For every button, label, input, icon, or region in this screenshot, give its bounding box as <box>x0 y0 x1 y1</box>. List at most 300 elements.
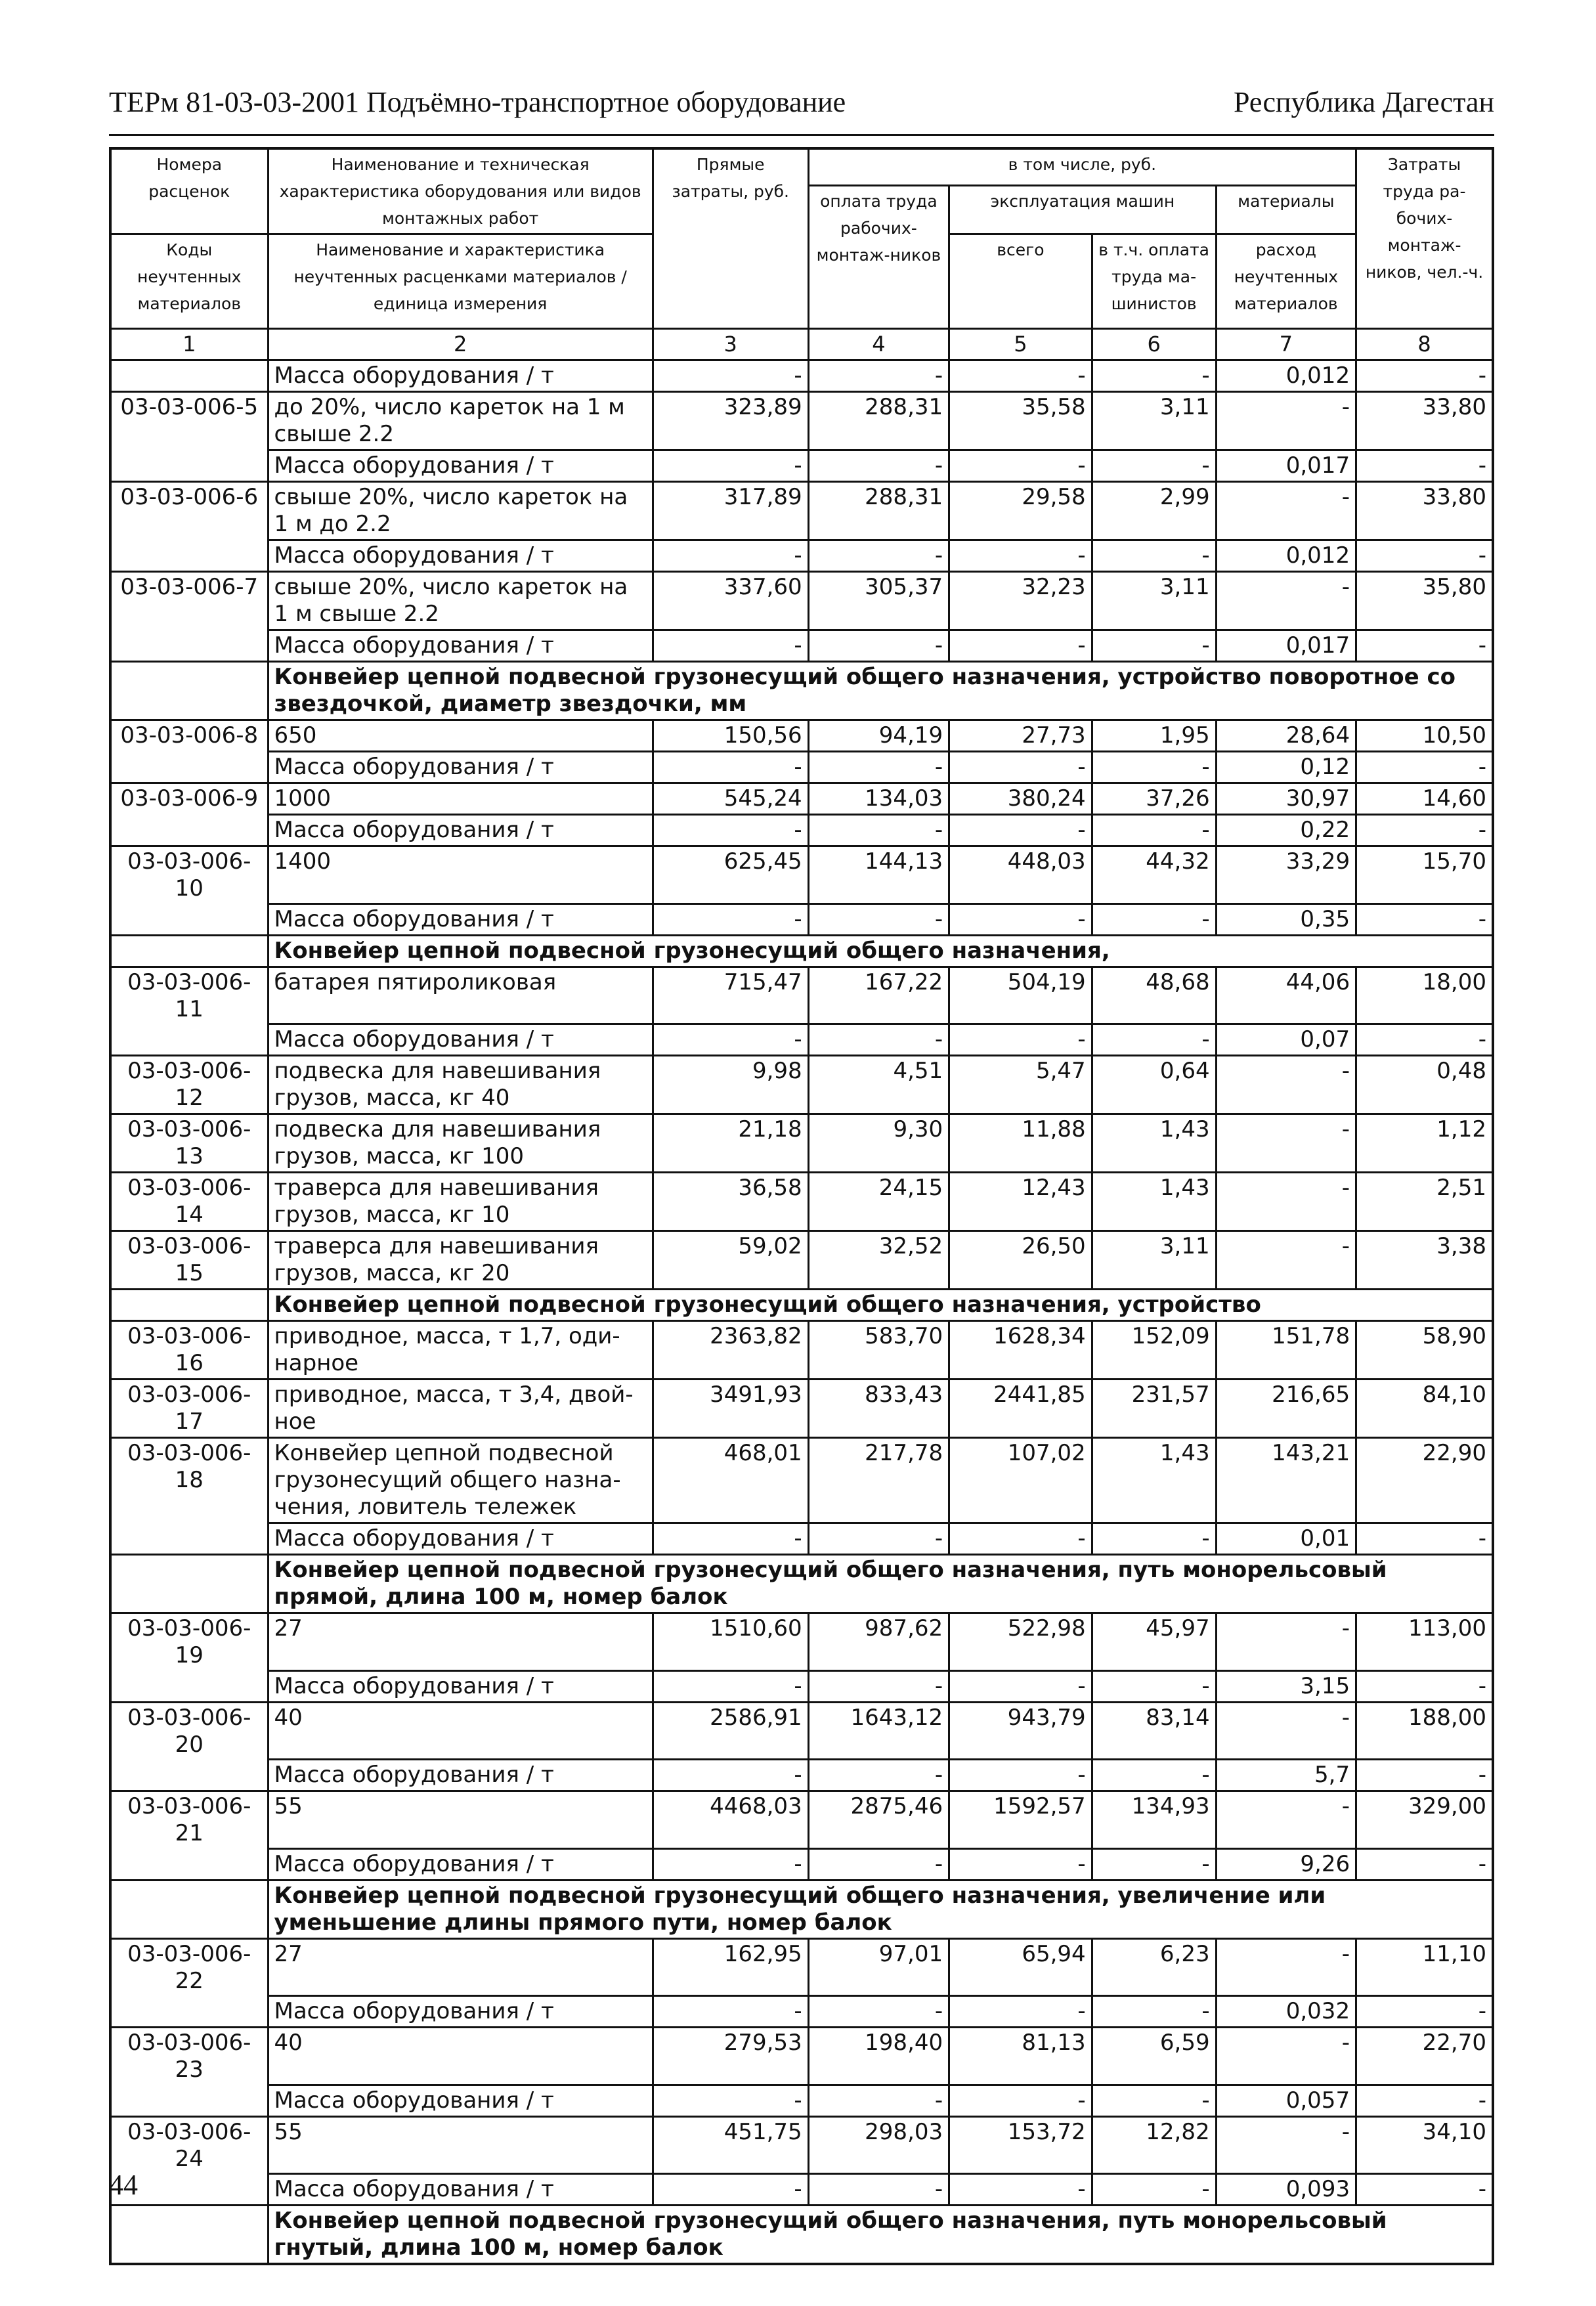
value-c6: 83,14 <box>1092 1702 1216 1760</box>
value-c4: - <box>808 1024 949 1056</box>
equipment-mass-row <box>110 2085 1493 2116</box>
rate-code: 03-03-006-11 <box>110 967 268 1024</box>
value-c3: 715,47 <box>653 967 808 1024</box>
value-c3: - <box>653 540 808 572</box>
value-c7: - <box>1216 1702 1356 1760</box>
column-number: 6 <box>1092 329 1216 360</box>
value-c6: 1,43 <box>1092 1438 1216 1523</box>
rate-row <box>110 967 1493 1024</box>
col7-header: расход неучтенных материалов <box>1216 234 1356 329</box>
equipment-mass-row <box>110 903 1493 935</box>
rate-code: 03-03-006-16 <box>110 1321 268 1380</box>
col1-top-header: Номера расценок <box>110 148 268 234</box>
value-c3: 162,95 <box>653 1938 808 1996</box>
value-c5: 448,03 <box>949 846 1092 904</box>
rate-code: 03-03-006-17 <box>110 1380 268 1438</box>
equipment-mass-row <box>110 1996 1493 2028</box>
value-c5: 504,19 <box>949 967 1092 1024</box>
rate-code: 03-03-006-22 <box>110 1938 268 1996</box>
value-c6: - <box>1092 1996 1216 2028</box>
section-heading-row <box>110 2206 1493 2265</box>
value-c7: - <box>1216 1613 1356 1671</box>
rate-description: до 20%, число кареток на 1 м свыше 2.2 <box>268 392 653 450</box>
rate-code <box>110 1760 268 1791</box>
value-c4: - <box>808 450 949 482</box>
value-c3: - <box>653 1024 808 1056</box>
value-c6: 134,93 <box>1092 1791 1216 1849</box>
value-c4: 987,62 <box>808 1613 949 1671</box>
value-c8: - <box>1356 1024 1493 1056</box>
rate-row <box>110 1380 1493 1438</box>
rate-row <box>110 1231 1493 1290</box>
equipment-mass-row <box>110 630 1493 662</box>
equipment-mass-row <box>110 450 1493 482</box>
document-title: ТЕРм 81-03-03-2001 Подъёмно-транспортное оборудование <box>109 86 846 118</box>
rate-code: 03-03-006-14 <box>110 1173 268 1231</box>
value-c5: 65,94 <box>949 1938 1092 1996</box>
mass-description: Масса оборудования / т <box>268 1523 653 1555</box>
value-c7: - <box>1216 572 1356 630</box>
mass-description: Масса оборудования / т <box>268 540 653 572</box>
value-c5: - <box>949 2174 1092 2206</box>
value-c5: 81,13 <box>949 2028 1092 2085</box>
value-c7: - <box>1216 1173 1356 1231</box>
value-c5: - <box>949 1670 1092 1702</box>
rate-row <box>110 846 1493 904</box>
value-c4: 2875,46 <box>808 1791 949 1849</box>
table-body <box>110 360 1493 2265</box>
exploitation-header: эксплуатация машин <box>949 185 1216 234</box>
value-c3: - <box>653 1760 808 1791</box>
value-c6: - <box>1092 540 1216 572</box>
value-c7: 151,78 <box>1216 1321 1356 1380</box>
value-c6: 3,11 <box>1092 392 1216 450</box>
value-c3: - <box>653 1670 808 1702</box>
rate-row <box>110 1791 1493 1849</box>
mass-description: Масса оборудования / т <box>268 1996 653 2028</box>
value-c8: 10,50 <box>1356 720 1493 752</box>
rate-code: 03-03-006-20 <box>110 1702 268 1760</box>
mass-description: Масса оборудования / т <box>268 1024 653 1056</box>
value-c3: - <box>653 2085 808 2116</box>
value-c5: 943,79 <box>949 1702 1092 1760</box>
value-c6: - <box>1092 360 1216 392</box>
value-c7: - <box>1216 2028 1356 2085</box>
value-c3: 625,45 <box>653 846 808 904</box>
value-c4: - <box>808 1848 949 1880</box>
col3-header: Прямые затраты, руб. <box>653 148 808 329</box>
value-c4: - <box>808 1670 949 1702</box>
mass-description: Масса оборудования / т <box>268 630 653 662</box>
rate-row <box>110 1321 1493 1380</box>
value-c8: 84,10 <box>1356 1380 1493 1438</box>
value-c8: - <box>1356 2174 1493 2206</box>
value-c6: - <box>1092 903 1216 935</box>
column-number: 7 <box>1216 329 1356 360</box>
value-c6: - <box>1092 630 1216 662</box>
value-c4: - <box>808 815 949 846</box>
section-heading: Конвейер цепной подвесной грузонесущий общего назначения, путь монорельсовый гнутый, длина 100 м, номер балок <box>268 2206 1493 2265</box>
rate-row <box>110 1702 1493 1760</box>
section-empty-code <box>110 935 268 967</box>
header-rule <box>109 134 1494 136</box>
value-c5: - <box>949 815 1092 846</box>
value-c7: 0,35 <box>1216 903 1356 935</box>
rate-row <box>110 1438 1493 1523</box>
value-c6: 3,11 <box>1092 1231 1216 1290</box>
value-c5: 29,58 <box>949 482 1092 540</box>
value-c4: - <box>808 1996 949 2028</box>
value-c7: 143,21 <box>1216 1438 1356 1523</box>
value-c5: 153,72 <box>949 2116 1092 2174</box>
value-c4: 9,30 <box>808 1114 949 1173</box>
value-c8: 2,51 <box>1356 1173 1493 1231</box>
value-c6: 6,59 <box>1092 2028 1216 2085</box>
value-c5: 107,02 <box>949 1438 1092 1523</box>
value-c7: 0,032 <box>1216 1996 1356 2028</box>
value-c4: 94,19 <box>808 720 949 752</box>
value-c7: - <box>1216 392 1356 450</box>
mass-description: Масса оборудования / т <box>268 752 653 783</box>
value-c5: 12,43 <box>949 1173 1092 1231</box>
section-empty-code <box>110 1555 268 1613</box>
value-c3: 337,60 <box>653 572 808 630</box>
value-c4: - <box>808 2174 949 2206</box>
rate-code: 03-03-006-15 <box>110 1231 268 1290</box>
rate-code: 03-03-006-9 <box>110 783 268 815</box>
value-c6: 44,32 <box>1092 846 1216 904</box>
equipment-mass-row <box>110 1523 1493 1555</box>
value-c3: - <box>653 903 808 935</box>
value-c3: 317,89 <box>653 482 808 540</box>
value-c8: 188,00 <box>1356 1702 1493 1760</box>
rate-description: 27 <box>268 1938 653 1996</box>
value-c5: 1592,57 <box>949 1791 1092 1849</box>
value-c7: 0,22 <box>1216 815 1356 846</box>
value-c3: 468,01 <box>653 1438 808 1523</box>
value-c4: 144,13 <box>808 846 949 904</box>
value-c5: - <box>949 450 1092 482</box>
value-c8: - <box>1356 903 1493 935</box>
section-heading: Конвейер цепной подвесной грузонесущий общего назначения, увеличение или уменьшение длины прямого пути, номер балок <box>268 1880 1493 1938</box>
value-c6: 48,68 <box>1092 967 1216 1024</box>
value-c6: - <box>1092 1670 1216 1702</box>
mass-description: Масса оборудования / т <box>268 2085 653 2116</box>
rate-row <box>110 1938 1493 1996</box>
value-c4: - <box>808 752 949 783</box>
value-c7: - <box>1216 1791 1356 1849</box>
value-c8: - <box>1356 450 1493 482</box>
value-c3: - <box>653 1848 808 1880</box>
rate-row <box>110 392 1493 450</box>
value-c5: 26,50 <box>949 1231 1092 1290</box>
section-heading-row <box>110 1290 1493 1321</box>
value-c8: 15,70 <box>1356 846 1493 904</box>
value-c3: - <box>653 752 808 783</box>
equipment-mass-row <box>110 2174 1493 2206</box>
col1-bottom-header: Коды неучтенных материалов <box>110 234 268 329</box>
value-c3: 2363,82 <box>653 1321 808 1380</box>
section-heading-row <box>110 662 1493 720</box>
value-c4: 298,03 <box>808 2116 949 2174</box>
value-c6: - <box>1092 752 1216 783</box>
rate-description: подвеска для навешивания грузов, масса, кг 100 <box>268 1114 653 1173</box>
value-c6: - <box>1092 815 1216 846</box>
value-c5: - <box>949 1996 1092 2028</box>
value-c7: 0,057 <box>1216 2085 1356 2116</box>
col4-header: оплата труда рабочих-монтаж-ников <box>808 185 949 329</box>
rate-row <box>110 1056 1493 1114</box>
value-c5: - <box>949 2085 1092 2116</box>
value-c7: 0,017 <box>1216 450 1356 482</box>
value-c8: 33,80 <box>1356 392 1493 450</box>
value-c6: 12,82 <box>1092 2116 1216 2174</box>
rate-description: свыше 20%, число кареток на 1 м до 2.2 <box>268 482 653 540</box>
value-c4: - <box>808 2085 949 2116</box>
section-empty-code <box>110 662 268 720</box>
value-c6: - <box>1092 2085 1216 2116</box>
value-c7: 44,06 <box>1216 967 1356 1024</box>
equipment-mass-row <box>110 1024 1493 1056</box>
value-c3: - <box>653 1996 808 2028</box>
value-c3: 2586,91 <box>653 1702 808 1760</box>
column-numbers-row <box>110 329 1493 360</box>
rate-code <box>110 540 268 572</box>
rate-code <box>110 630 268 662</box>
value-c5: - <box>949 1760 1092 1791</box>
rate-row <box>110 482 1493 540</box>
rate-code <box>110 1848 268 1880</box>
value-c7: 28,64 <box>1216 720 1356 752</box>
column-number: 8 <box>1356 329 1493 360</box>
rate-code: 03-03-006-24 <box>110 2116 268 2174</box>
value-c6: 37,26 <box>1092 783 1216 815</box>
value-c7: 5,7 <box>1216 1760 1356 1791</box>
breakdown-group-header: в том числе, руб. <box>808 148 1356 185</box>
rate-row <box>110 720 1493 752</box>
value-c8: 14,60 <box>1356 783 1493 815</box>
value-c5: - <box>949 903 1092 935</box>
section-heading-row <box>110 1880 1493 1938</box>
rate-code <box>110 1523 268 1555</box>
rate-row <box>110 2116 1493 2174</box>
value-c7: 0,12 <box>1216 752 1356 783</box>
rate-description: подвеска для навешивания грузов, масса, кг 40 <box>268 1056 653 1114</box>
mass-description: Масса оборудования / т <box>268 1848 653 1880</box>
value-c6: - <box>1092 1760 1216 1791</box>
value-c5: 32,23 <box>949 572 1092 630</box>
rate-description: 27 <box>268 1613 653 1671</box>
value-c4: - <box>808 540 949 572</box>
table-header <box>110 148 1493 360</box>
value-c8: 22,70 <box>1356 2028 1493 2085</box>
value-c8: - <box>1356 815 1493 846</box>
value-c3: 545,24 <box>653 783 808 815</box>
rate-code: 03-03-006-10 <box>110 846 268 904</box>
col8-header: Затраты труда ра-бочих-монтаж-ников, чел.-ч. <box>1356 148 1493 329</box>
mass-description: Масса оборудования / т <box>268 1760 653 1791</box>
value-c4: - <box>808 1523 949 1555</box>
value-c5: - <box>949 752 1092 783</box>
value-c5: 2441,85 <box>949 1380 1092 1438</box>
value-c6: - <box>1092 1523 1216 1555</box>
equipment-mass-row <box>110 540 1493 572</box>
col5-header: всего <box>949 234 1092 329</box>
value-c8: 22,90 <box>1356 1438 1493 1523</box>
section-empty-code <box>110 1880 268 1938</box>
mass-description: Масса оборудования / т <box>268 903 653 935</box>
value-c8: 113,00 <box>1356 1613 1493 1671</box>
rate-description: свыше 20%, число кареток на 1 м свыше 2.2 <box>268 572 653 630</box>
rate-code: 03-03-006-23 <box>110 2028 268 2085</box>
value-c5: - <box>949 540 1092 572</box>
section-heading: Конвейер цепной подвесной грузонесущий общего назначения, путь монорельсовый прямой, длина 100 м, номер балок <box>268 1555 1493 1613</box>
mass-description: Масса оборудования / т <box>268 1670 653 1702</box>
value-c7: 30,97 <box>1216 783 1356 815</box>
mass-description: Масса оборудования / т <box>268 450 653 482</box>
section-empty-code <box>110 1290 268 1321</box>
rate-code: 03-03-006-21 <box>110 1791 268 1849</box>
rate-description: 650 <box>268 720 653 752</box>
value-c7: 33,29 <box>1216 846 1356 904</box>
value-c6: - <box>1092 2174 1216 2206</box>
equipment-mass-row <box>110 752 1493 783</box>
value-c5: - <box>949 630 1092 662</box>
column-number: 4 <box>808 329 949 360</box>
value-c4: - <box>808 630 949 662</box>
section-heading-row <box>110 1555 1493 1613</box>
rate-code <box>110 903 268 935</box>
value-c5: 522,98 <box>949 1613 1092 1671</box>
value-c3: 59,02 <box>653 1231 808 1290</box>
rate-code <box>110 815 268 846</box>
region-title: Республика Дагестан <box>1233 86 1494 118</box>
value-c3: - <box>653 630 808 662</box>
value-c4: - <box>808 903 949 935</box>
equipment-mass-row <box>110 1670 1493 1702</box>
value-c4: 305,37 <box>808 572 949 630</box>
equipment-mass-row <box>110 1760 1493 1791</box>
value-c8: 35,80 <box>1356 572 1493 630</box>
value-c6: 1,43 <box>1092 1173 1216 1231</box>
value-c8: 329,00 <box>1356 1791 1493 1849</box>
value-c4: 4,51 <box>808 1056 949 1114</box>
value-c8: 18,00 <box>1356 967 1493 1024</box>
value-c3: - <box>653 1523 808 1555</box>
value-c3: 4468,03 <box>653 1791 808 1849</box>
rate-description: приводное, масса, т 3,4, двой-ное <box>268 1380 653 1438</box>
value-c6: 0,64 <box>1092 1056 1216 1114</box>
value-c8: - <box>1356 2085 1493 2116</box>
value-c3: 279,53 <box>653 2028 808 2085</box>
rate-code: 03-03-006-8 <box>110 720 268 752</box>
value-c5: - <box>949 360 1092 392</box>
value-c4: 288,31 <box>808 392 949 450</box>
value-c8: - <box>1356 1523 1493 1555</box>
value-c8: 0,48 <box>1356 1056 1493 1114</box>
rate-code <box>110 450 268 482</box>
value-c7: 0,012 <box>1216 540 1356 572</box>
value-c7: - <box>1216 1114 1356 1173</box>
mass-description: Масса оборудования / т <box>268 2174 653 2206</box>
column-number: 3 <box>653 329 808 360</box>
page-number: 44 <box>109 2169 138 2201</box>
value-c7: - <box>1216 1056 1356 1114</box>
equipment-mass-row <box>110 815 1493 846</box>
value-c6: 152,09 <box>1092 1321 1216 1380</box>
rate-code <box>110 2085 268 2116</box>
value-c7: 9,26 <box>1216 1848 1356 1880</box>
value-c4: 198,40 <box>808 2028 949 2085</box>
rate-code: 03-03-006-5 <box>110 392 268 450</box>
section-heading-row <box>110 935 1493 967</box>
rate-description: 1400 <box>268 846 653 904</box>
section-heading: Конвейер цепной подвесной грузонесущий общего назначения, устройство поворотное со звездочкой, диаметр звездочки, мм <box>268 662 1493 720</box>
value-c8: 3,38 <box>1356 1231 1493 1290</box>
col6-header: в т.ч. оплата труда ма-шинистов <box>1092 234 1216 329</box>
value-c5: 27,73 <box>949 720 1092 752</box>
value-c6: 1,43 <box>1092 1114 1216 1173</box>
value-c4: 833,43 <box>808 1380 949 1438</box>
value-c5: - <box>949 1523 1092 1555</box>
value-c3: 451,75 <box>653 2116 808 2174</box>
value-c6: - <box>1092 1848 1216 1880</box>
rates-table <box>109 147 1494 2265</box>
value-c6: - <box>1092 450 1216 482</box>
value-c8: - <box>1356 1670 1493 1702</box>
value-c8: 11,10 <box>1356 1938 1493 1996</box>
value-c5: - <box>949 1848 1092 1880</box>
rate-code: 03-03-006-13 <box>110 1114 268 1173</box>
value-c4: - <box>808 360 949 392</box>
value-c5: 11,88 <box>949 1114 1092 1173</box>
value-c8: - <box>1356 752 1493 783</box>
rate-description: 40 <box>268 2028 653 2085</box>
col2-top-header: Наименование и техническая характеристика оборудования или видов монтажных работ <box>268 148 653 234</box>
section-heading: Конвейер цепной подвесной грузонесущий общего назначения, <box>268 935 1493 967</box>
rate-description: 40 <box>268 1702 653 1760</box>
value-c3: - <box>653 360 808 392</box>
rate-code <box>110 752 268 783</box>
value-c4: - <box>808 1760 949 1791</box>
value-c3: 1510,60 <box>653 1613 808 1671</box>
value-c3: - <box>653 450 808 482</box>
value-c7: - <box>1216 1938 1356 1996</box>
value-c4: 97,01 <box>808 1938 949 1996</box>
value-c5: 5,47 <box>949 1056 1092 1114</box>
value-c3: - <box>653 815 808 846</box>
materials-header: материалы <box>1216 185 1356 234</box>
value-c7: 216,65 <box>1216 1380 1356 1438</box>
value-c7: - <box>1216 1231 1356 1290</box>
value-c6: 231,57 <box>1092 1380 1216 1438</box>
value-c3: 150,56 <box>653 720 808 752</box>
rate-code: 03-03-006-6 <box>110 482 268 540</box>
rate-description: 1000 <box>268 783 653 815</box>
value-c7: 0,07 <box>1216 1024 1356 1056</box>
rate-code: 03-03-006-19 <box>110 1613 268 1671</box>
value-c6: 2,99 <box>1092 482 1216 540</box>
rate-code <box>110 360 268 392</box>
page-header <box>109 85 1494 125</box>
rate-code: 03-03-006-18 <box>110 1438 268 1523</box>
rate-description: батарея пятироликовая <box>268 967 653 1024</box>
value-c7: - <box>1216 2116 1356 2174</box>
rate-row <box>110 1613 1493 1671</box>
value-c8: 58,90 <box>1356 1321 1493 1380</box>
value-c6: - <box>1092 1024 1216 1056</box>
rate-description: 55 <box>268 1791 653 1849</box>
